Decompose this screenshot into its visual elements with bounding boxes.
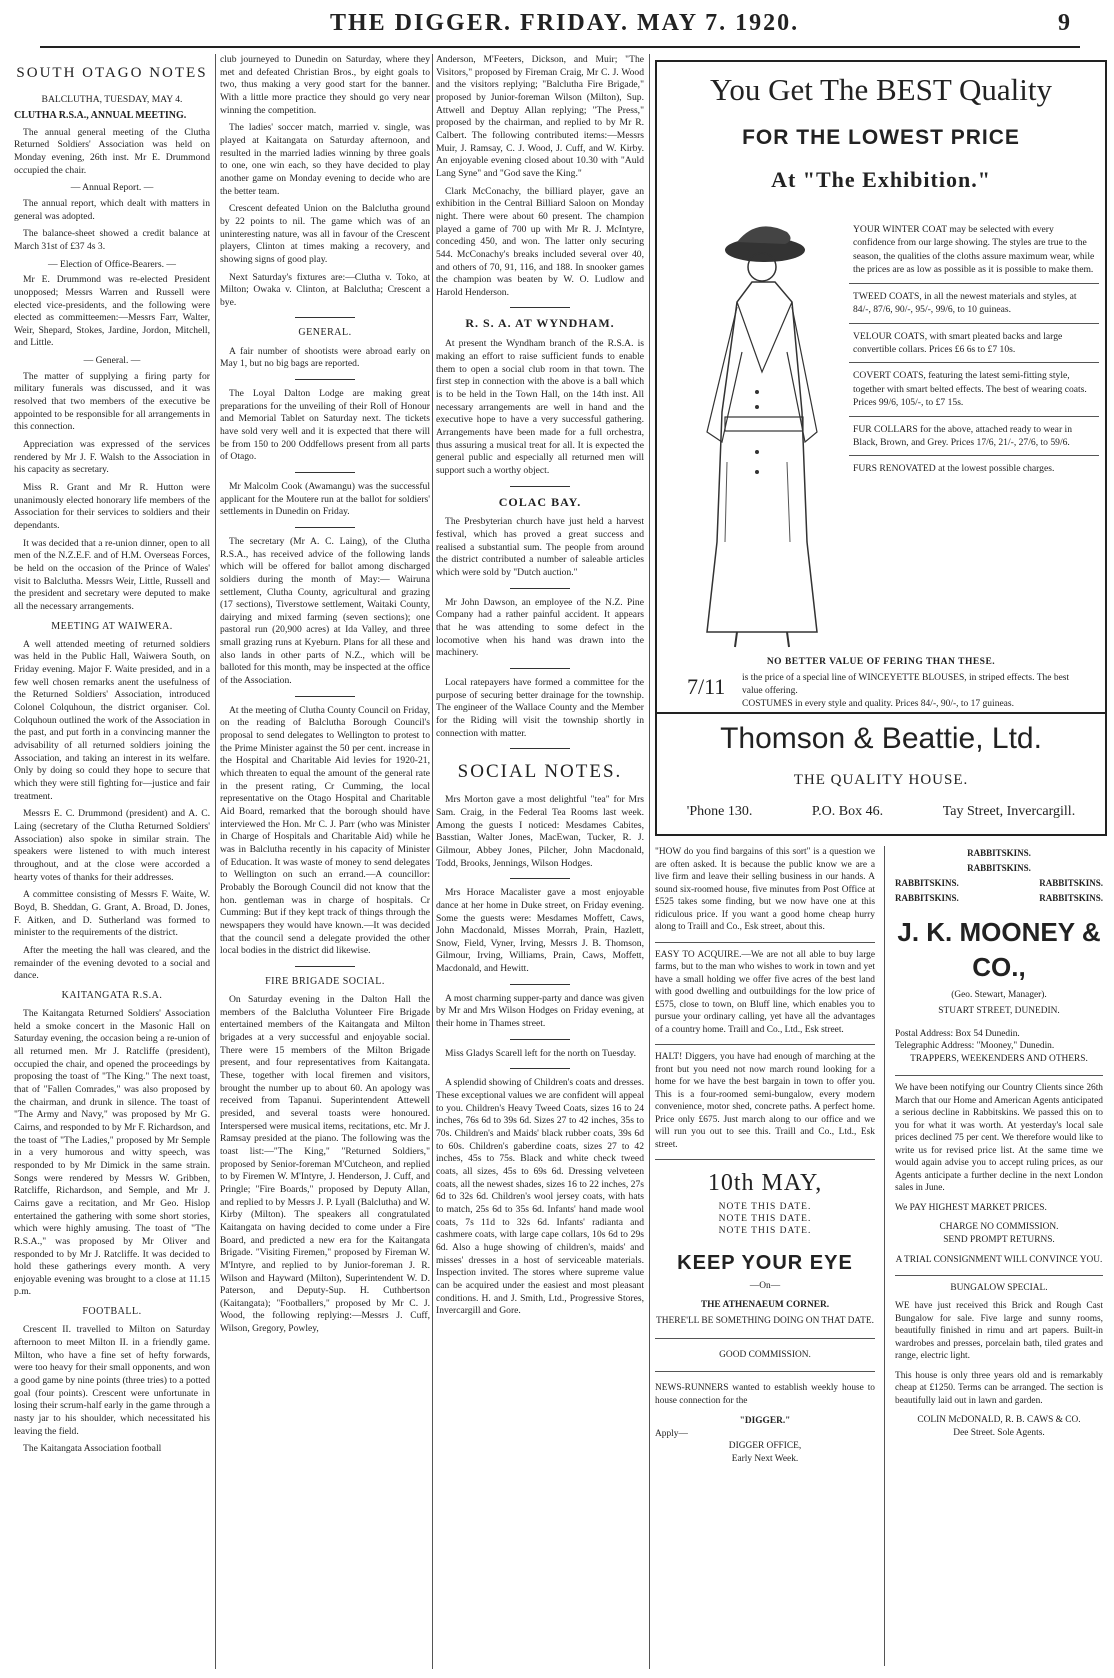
divider	[510, 668, 570, 669]
subheading: MEETING AT WAIWERA.	[51, 620, 173, 632]
ad-paragraph: "HOW do you find bargains of this sort" is a question we are often asked. It is because the public know we are a live firm and leave their selling business in our hands. A sound six-roomed house, five minutes from Post Office at £525 takes some finding, but we now have one at this ridiculous price. If you want a good home cheap hurry along to Traill and Co., Esk street, about this.	[655, 847, 875, 932]
event-text: THERE'LL BE SOMETHING DOING ON THAT DATE.	[656, 1316, 874, 1327]
ad-paragraph: WE have just received this Brick and Rough Cast Bungalow for sale. Five large and sunny rooms, beautifully finished in rimu and art papers. Built-in wardrobes and presses, porcelain bath, tiled grates and range, electric light.	[895, 1301, 1103, 1362]
divider	[655, 1044, 875, 1045]
rabbitskins-label: RABBITSKINS.	[1039, 877, 1103, 888]
divider	[295, 317, 355, 318]
ad-paragraph: EASY TO ACQUIRE.—We are not all able to buy large farms, but to the man who wishes to work in town and yet have a small holding we offer five acres of the best land with good dwelling and outbuildings for the low price of £575, close to town, on Bluff line, which enables you to pursue your ordinary calling, yet have all the advantages of a country home. Traill and Co., Ltd., Esk street.	[655, 949, 875, 1035]
divider	[655, 942, 875, 943]
subheading: FOOTBALL.	[82, 1306, 142, 1318]
paragraph: Appreciation was expressed of the services rendered by Mr J. F. Walsh to the Association in his capacity as secretary.	[14, 439, 210, 476]
contact-line	[657, 804, 1105, 820]
paragraph: Crescent defeated Union on the Balclutha ground by 22 points to nil. The game which was of an uninteresting nature, was all in favour of the Crescent players, Clinton at times making a recovery, and showing signs of good play.	[220, 203, 430, 265]
ad-paragraph: We PAY HIGHEST MARKET PRICES.	[895, 1202, 1047, 1213]
column-divider	[884, 846, 885, 1666]
subheading: GENERAL.	[298, 327, 352, 339]
paragraph: The secretary (Mr A. C. Laing), of the Clutha R.S.A., has received advice of the following lands which will be offered for ballot among discharged soldiers during the month of May:— Wairuna settlement, Clutha County, agricultural and grazing (17 sections), Tiverstowe settlement, Waitaki County, dairying and mixed farming (seven sections); one pastoral run (20,900 acres) at Ida Valley, and three small grazing runs at Kyeburn. Plans for all these and also lands in other parts of N.Z., which will be balloted for this month, may be inspected at the office of the Association.	[220, 535, 430, 687]
apply-label: Apply—	[655, 1428, 688, 1439]
paragraph: The annual general meeting of the Clutha Returned Soldiers' Association was held on Monday evening, 26th inst. Mr E. Drummond occupied the chair.	[14, 126, 210, 176]
keep-your-eye-heading: KEEP YOUR EYE	[677, 1251, 853, 1274]
column-3	[436, 54, 644, 1674]
divider	[510, 307, 570, 308]
divider	[510, 878, 570, 879]
rabbitskins-label: RABBITSKINS.	[895, 877, 959, 888]
subheading: CLUTHA R.S.A., ANNUAL MEETING.	[14, 110, 187, 122]
paragraph: Mr John Dawson, an employee of the N.Z. Pine Company had a rather painful accident. It appears that he was attending to some defect in the locomotive when his hand was drawn into the machinery.	[436, 596, 644, 659]
ad-paragraph: NEWS-RUNNERS wanted to establish weekly house to house connection for the	[655, 1383, 875, 1406]
ad-text	[742, 672, 1092, 710]
paragraph: On Saturday evening in the Dalton Hall the members of the Balclutha Volunteer Fire Brigade entertained members of the Kaitangata and Milton brigades at a very successful and enjoyable social. There were 15 members of the Milton Brigade present, and four representatives from Kaitangata. These, together with local firemen and visitors, brought the number up to about 60. An apology was received from Tapanui. Superintendent Attewell presided, and several toasts were honoured. Interspersed were musical items, recitations, etc. Mr J. Ramsay presided at the piano. The following was the toast list:—"The King," "Returned Soldiers," proposed by Senior-foreman M'Cutcheon, and replied to by Firemen W. M'Intyre, J. Henderson, J. Cuff, and Pringle; "Fire Boards," proposed by Deputy Allan, and replied to by Messrs J. P. Lyall (Balclutha) and W. Kirby (Milton). The speakers all congratulated Kaitangata on having decided to come under a Fire Board, and predicted a new era for the Kaitangata Brigade. "Visiting Firemen," proposed by Fireman W. M'Intyre, and replied to by Junior-foreman J. R. Wilson and Hayward (Milton), Superintendent W. D. Paterson, and Deputy-Sup. H. Cuthbertson (Kaitangata); "Footballers," proposed by Mr C. J. Wood, the following replying:—Messrs J. Cuff, Wilson, Gregory, Powley,	[220, 994, 430, 1335]
rabbitskins-label: RABBITSKINS.	[967, 848, 1031, 858]
woman-in-coat-illustration	[667, 212, 847, 652]
note-line: NOTE THIS DATE.	[718, 1201, 812, 1212]
thomson-beattie-advertisement	[655, 712, 1107, 836]
ad-tagline: At "The Exhibition."	[771, 167, 991, 192]
rabbitskins-label: RABBITSKINS.	[967, 862, 1031, 873]
costume-offer: COSTUMES in every style and quality. Prices 84/-, 90/-, to 17 guineas.	[742, 698, 1014, 709]
rabbitskins-label: RABBITSKINS.	[1039, 892, 1103, 903]
agents-address: Dee Street. Sole Agents.	[953, 1427, 1045, 1438]
divider	[295, 379, 355, 380]
note-line: NOTE THIS DATE.	[718, 1225, 812, 1236]
divider	[295, 696, 355, 697]
ad-paragraph: This house is only three years old and is remarkably cheap at £1250. Terms can be arranged. The section is beautifully laid out in lawn and garden.	[895, 1370, 1103, 1406]
divider	[655, 1338, 875, 1339]
paragraph: It was decided that a re-union dinner, open to all men of the N.Z.E.F. and of H.M. Overseas Forces, be held on the occasion of the Prince of Wales' visit to Balclutha. Messrs Weir, Little, Russell and the president and secretary were deputed to make all the necessary arrangements.	[14, 537, 210, 612]
firm-name: Thomson & Beattie, Ltd.	[720, 722, 1042, 755]
masthead	[40, 6, 1080, 48]
divider	[510, 984, 570, 985]
subheading: — General. —	[83, 355, 141, 367]
paragraph: At the meeting of Clutha County Council on Friday, on the reading of Balclutha Borough Council's proposal to send delegates to Wellington to protest to the Prime Minister against the 50 per cent. increase in the Hospital and Charitable Aid levies for 1920-21, which threaten to equal the amount of the general rate in the present rating, Cr Cumming, the local representative on the Otago Hospital and Charitable Aid Board, remarked that the borough should have interviewed the Hon. Mr C. J. Parr (who was Minister in Charge of Hospitals and Charitable Aid) while he was in Balclutha recently in his capacity of Minister of Education. It was waste of money to send delegates to Wellington on such an errand.—A councillor: Probably the Borough Council did not know that the hon. gentleman was in charge of hospitals. Cr Cumming: But if they kept track of things through the newspapers they would have known.—It was decided that the council send a delegate provided the other local bodies in the district did likewise.	[220, 704, 430, 957]
agents: COLIN McDONALD, R. B. CAWS & CO.	[917, 1415, 1081, 1426]
divider	[655, 1159, 875, 1160]
paragraph: The ladies' soccer match, married v. single, was played at Kaitangata on Saturday afternoon, and resulted in the married ladies winning by three goals to one, one win each, so they have decided to play another game on Monday evening to decide who are the better team.	[220, 122, 430, 197]
paragraph: Local ratepayers have formed a committee for the purpose of securing better drainage for the township. The engineer of the Wallace County and the Member for the Riding will visit the township shortly in connection with matter.	[436, 676, 644, 739]
paragraph: Messrs E. C. Drummond (president) and A. C. Laing (secretary of the Clutha Returned Soldiers' Association) also spoke in similar strain. The speakers were listened to with much interest throughout, and at the close were accorded a hearty votes of thanks for their addresses.	[14, 808, 210, 883]
page-number: 9	[1058, 10, 1070, 36]
po-box: P.O. Box 46.	[811, 804, 884, 819]
ad-item: VELOUR COATS, with smart pleated backs and large convertible collars. Prices £6 6s to £7 10s.	[849, 324, 1099, 364]
ad-item: FURS RENOVATED at the lowest possible charges.	[853, 463, 1055, 475]
divider	[510, 748, 570, 749]
section-heading: R. S. A. AT WYNDHAM.	[465, 316, 615, 331]
ad-subheadline: FOR THE LOWEST PRICE	[742, 126, 1020, 149]
paragraph: After the meeting the hall was cleared, and the remainder of the evening devoted to a social and dance.	[14, 944, 210, 982]
office-note: Early Next Week.	[731, 1453, 799, 1464]
street: STUART STREET, DUNEDIN.	[938, 1006, 1060, 1017]
ad-line: A TRIAL CONSIGNMENT WILL CONVINCE YOU.	[895, 1255, 1103, 1266]
bungalow-heading: BUNGALOW SPECIAL.	[950, 1282, 1048, 1293]
office-name: DIGGER OFFICE,	[728, 1441, 802, 1452]
section-heading: SOUTH OTAGO NOTES	[16, 65, 208, 81]
exhibition-advertisement	[655, 60, 1107, 714]
ad-line: SEND PROMPT RETURNS.	[943, 1234, 1055, 1245]
paragraph: A committee consisting of Messrs F. Waite, W. Boyd, B. Sheddan, G. Grant, A. Broad, D. Jones, F. Aitken, and D. Sutherland was formed to minister to the requirements of the district.	[14, 889, 210, 939]
divider	[510, 486, 570, 487]
paragraph: club journeyed to Dunedin on Saturday, where they met and defeated Christian Bros., by eight goals to two, thus making a very good start for the banner. With a little more practice they should go very near winning the competition.	[220, 54, 430, 116]
paragraph: The Kaitangata Association football	[23, 1443, 162, 1455]
firm-tagline: THE QUALITY HOUSE.	[793, 772, 969, 788]
divider	[895, 1275, 1103, 1276]
divider	[295, 527, 355, 528]
divider	[895, 1075, 1103, 1076]
divider	[510, 1068, 570, 1069]
paragraph: The Loyal Dalton Lodge are making great preparations for the unveiling of their Roll of Honour and Memorial Tablet on Saturday next. The tickets have sold very well and it is expected that there will be from 150 to 200 Oddfellows present from all parts of Otago.	[220, 387, 430, 463]
column-2	[220, 54, 430, 1674]
divider	[510, 588, 570, 589]
column-divider	[649, 54, 650, 1669]
paragraph: Miss R. Grant and Mr R. Hutton were unanimously elected honorary life members of the Association for their services to soldiers and their dependants.	[14, 482, 210, 532]
paragraph: Next Saturday's fixtures are:—Clutha v. Toko, at Milton; Owaka v. Clinton, at Balclutha; Crescent a bye.	[220, 271, 430, 308]
paragraph: The matter of supplying a firing party for military funerals was discussed, and it was resolved that two members of the executive be appointed to be responsible for all arrangements in this connection.	[14, 370, 210, 433]
ad-item: FUR COLLARS for the above, attached ready to wear in Black, Brown, and Grey. Prices 17/6, 21/-, 27/6, to 59/6.	[849, 417, 1099, 457]
paragraph: Mr E. Drummond was re-elected President unopposed; Messrs Warren and Russell were elected vice-presidents, and the following were elected as committeemen:—Messrs Farr, Walter, Weir, Shepard, Stokes, Jardine, Jordon, Mitchell, and Little.	[14, 274, 210, 349]
paragraph: Clark McConachy, the billiard player, gave an exhibition in the Central Billiard Saloon on Monday night. There were about 60 present. The champion played a game of 700 up with Mr R. J. McIntyre, conceding 450, and won. The latter only securing 544. McConachy's breaks included several over 40, and others of 70, 91, 116, and 188. In snooker games the champion was beaten by W. O. Ludlow and Harold Henderson.	[436, 185, 644, 298]
paragraph: Mrs Morton gave a most delightful "tea" for Mrs Sam. Craig, in the Federal Tea Rooms last week. Among the guests I noticed: Mesdames Cabites, Basstian, Walter Jones, MacEwan, Tucker, R. J. Gilmour, Abbey Jones, Pilcher, John Macdonald, Todd, Brooks, Jennings, Wilson Hodges.	[436, 794, 644, 869]
note-line: NOTE THIS DATE.	[718, 1213, 812, 1224]
rabbitskins-label: RABBITSKINS.	[895, 892, 959, 903]
ad-item: TWEED COATS, in all the newest materials and styles, at 84/-, 87/6, 90/-, 95/-, 99/6, to 10 guineas.	[849, 284, 1099, 324]
ad-paragraph: We have been notifying our Country Clients since 26th March that our Home and American Agents anticipated a serious decline in Rabbitskins. We passed this on to you for what it was worth. At yesterday's local sale prices declined 75 per cent. We therefore would like to write us for revised price list. At the same time we would again advise you to accept ruling prices, as our Agents anticipate a further decline in the next London sales in June.	[895, 1083, 1103, 1194]
paragraph: The Kaitangata Returned Soldiers' Association held a smoke concert in the Masonic Hall on Saturday evening, the occasion being a re-union of all returned men. Mr J. Ratcliffe (president), occupied the chair, and opened the proceedings by proposing the toast of "The King." The next toast, that of "Fallen Comrades," was also proposed by the chairman, and drunk in silence. The toast of "The Army and Navy," was proposed by Mr G. Cairns, and responded to by Mr F. Richardson, and the toast of "The Ladies," proposed by Mr Semple in a very humorous and witty speech, was responded to by Mr Dimick in the same strain. Songs were rendered by Messrs W. Gribben, Ratcliffe, Richardson, and Semple, and Mr J. Cairns gave a recitation, and Mr Geo. Hislop entertained the gathering with some short stories, which were highly amusing. The toast of "The R.S.A.," was proposed by Mr Oliver and responded to by Mr J. Ratcliffe. It was decided to hold these gatherings every month. A very enjoyable evening was brought to a close at 11.15 p.m.	[14, 1008, 210, 1298]
paragraph: Miss Gladys Scarell left for the north on Tuesday.	[445, 1047, 636, 1059]
telegraphic-address: Telegraphic Address: "Mooney," Dunedin.	[895, 1041, 1055, 1052]
ad-line: CHARGE NO COMMISSION.	[939, 1222, 1059, 1233]
column-divider	[432, 54, 433, 1669]
subheading: — Annual Report. —	[70, 182, 154, 194]
ad-item: COVERT COATS, featuring the latest semi-fitting style, together with smart belted effects. The best of wearing coats. Prices 99/6, 105/-, to £7 15s.	[849, 363, 1099, 416]
manager: (Geo. Stewart, Manager).	[951, 989, 1047, 1000]
section-heading: COLAC BAY.	[498, 494, 582, 509]
rabbitskins-banner	[895, 846, 1103, 905]
section-heading: SOCIAL NOTES.	[457, 761, 623, 783]
divider	[510, 1039, 570, 1040]
event-date: 10th MAY,	[707, 1170, 823, 1196]
venue: THE ATHENAEUM CORNER.	[700, 1299, 830, 1310]
ad-item: YOUR WINTER COAT may be selected with every confidence from our large showing. The styles are true to the season, the qualities of the cloths assure maximum wear, while the prices are as low as possible as it is possible to make them.	[849, 217, 1099, 284]
postal-address: Postal Address: Box 54 Dunedin.	[895, 1028, 1020, 1039]
ad-headline: You Get The BEST Quality	[710, 72, 1052, 107]
divider	[655, 1371, 875, 1372]
paragraph: At present the Wyndham branch of the R.S.A. is making an effort to raise sufficient funds to enable them to open a social club room in that town. The first step in connection with the above is a ball which is to be held in the Town Hall, on the 14th inst. All necessary arrangements are well in hand and the executive hope to have a very successful gathering. Arrangements have been made for a full orchestra, thus assuring a musical treat for all. It is expected the general public and especially all returned men will support such a worthy object.	[436, 338, 644, 476]
subheading: FIRE BRIGADE SOCIAL.	[265, 975, 385, 987]
paragraph: Anderson, M'Feeters, Dickson, and Muir; "The Visitors," proposed by Fireman Craig, Mr C. J. Wood and the visitors replying; "Balclutha Fire Brigade," proposed by Junior-foreman Wilson (Milton), Sup. Attwell and Deptuy Allan replying; "The Press," proposed by the chairman, and replied to by Mr R. Calbert. The following contributed items:—Messrs Muir, J. Ramsay, C. J. Wood, J. Cuff, and W. Kirby. An enjoyable evening closed about 10.30 with "Auld Lang Syne" and "God save the King."	[436, 54, 644, 179]
column-divider	[215, 54, 216, 1669]
audience: TRAPPERS, WEEKENDERS AND OTHERS.	[910, 1053, 1088, 1064]
price-label: 7/11	[687, 674, 726, 699]
paragraph: Crescent II. travelled to Milton on Saturday afternoon to meet Milton II. in a friendly game. Milton, who have a fine set of hefty forwards, were too heavy for their small opponents, and won a good game by nine points (three tries) to a potted goal (four points). Crescent were unfortunate in losing their scrum-half early in the game through a nasty jar to his shoulder, which necessitated his leaving the field.	[14, 1324, 210, 1437]
commission-heading: GOOD COMMISSION.	[719, 1349, 811, 1360]
subheading: — Election of Office-Bearers. —	[48, 258, 176, 270]
ad-paragraph: HALT! Diggers, you have had enough of marching at the front but you need not now march round looking for a home for we have the best bargain in town to offer you. This is a four-roomed semi-bungalow, every modern convenience, motor shed, concrete paths. A perfect home. Price only £675. Just march along to our office and we will run you out to see this. Traill and Co., Ltd., Esk street.	[655, 1052, 875, 1150]
paragraph: A most charming supper-party and dance was given by Mr and Mrs Wilson Hodges on Friday evening, at their home in Thames street.	[436, 992, 644, 1030]
on-label: —On—	[749, 1281, 781, 1292]
ad-banner: NO BETTER VALUE OF FERING THAN THESE.	[766, 657, 996, 667]
paragraph: The annual report, which dealt with matters in general was adopted.	[14, 197, 210, 222]
paragraph: A fair number of shootists were abroad early on May 1, but no big bags are reported.	[220, 345, 430, 370]
newspaper-title: THE DIGGER. FRIDAY. MAY 7. 1920.	[330, 10, 800, 36]
blouse-offer: is the price of a special line of WINCEYETTE BLOUSES, in striped effects. The best value offering.	[742, 673, 1070, 696]
firm-name: J. K. MOONEY & CO.,	[897, 917, 1101, 982]
divider	[295, 966, 355, 967]
paragraph: The balance-sheet showed a credit balance at March 31st of £37 4s 3.	[14, 228, 210, 252]
paragraph: Mr Malcolm Cook (Awamangu) was the successful applicant for the Moutere run at the ballot for soldiers' settlements in Dunedin on Friday.	[220, 480, 430, 518]
paragraph: A splendid showing of Children's coats and dresses. These exceptional values we are confident will appeal to you. Children's Heavy Tweed Coats, sizes 16 to 24 inches, 76s 6d to 39s 6d. Sizes 27 to 42 inches, 35s to 70s. Children's and Maids' black rubber coats, 39s 6d to 60s. Children's gaberdine coats, sizes 27 to 42 inches, 45s to 75s. Black and white check tweed coats, all sizes, 45s to 69s 6d. Dressing velveteen coats, all the newest shades, sizes 16 to 22 inches, 27s 6d to 32s 6d. Children's wool jersey coats, with hats to match, 25s 6d to 35s 6d. Infants' hand made wool coats, 7s 11d to 32s 6d. Infants' radianta and cashmere coats, with large cape collars, 10s 6d to 29s 6d. Also a huge showing of children's, maids' and misses' dresses in a host of serviceable materials. Inspection invited. The stores where supreme value can be acquired under the easiest and most pleasant conditions. H. and J. Smith, Ltd., Progressive Stores, Invercargill and Gore.	[436, 1077, 644, 1317]
paper-name: "DIGGER."	[739, 1416, 791, 1427]
dateline: BALCLUTHA, TUESDAY, MAY 4.	[41, 93, 183, 105]
ad-item-list	[849, 217, 1099, 482]
phone: 'Phone 130.	[686, 804, 753, 819]
paragraph: A well attended meeting of returned soldiers was held in the Public Hall, Waiwera South, on Friday evening. Major F. Waite presided, and in a few well chosen remarks anent the usefulness of the Returned Soldiers' Association, introduced Colonel Colquhoun, the district organiser. Col. Colquhoun outlined the work of the Association in the past, and put forth in a convincing manner the advisability of all returned soldiers joining the Association, and taking an interest in its welfare. Only by doing so could they hope to secure that which they were still fighting for—justice and fair treatment.	[14, 638, 210, 802]
paragraph: The Presbyterian church have just held a harvest festival, which has proved a great success and realised a substantial sum. The people from around the district contributed a number of saleable articles which were sold by "Dutch auction."	[436, 516, 644, 578]
classified-ads-left	[655, 846, 875, 1465]
column-south-otago	[14, 54, 210, 1674]
classified-ads-right	[895, 846, 1103, 1439]
divider	[295, 472, 355, 473]
subheading: KAITANGATA R.S.A.	[61, 989, 163, 1001]
address: Tay Street, Invercargill.	[942, 804, 1076, 819]
paragraph: Mrs Horace Macalister gave a most enjoyable dance at her home in Duke street, on Friday evening. Some the guests were: Mesdames Moffett, Caws, John Macdonald, Misses Morrah, Prain, Hazlett, Snow, Field, Vyner, Irving, Messrs J. B. Thomson, Gilmour, Irving, Williams, Prain, Caws, Moffett, Macdonald, and Hewitt.	[436, 887, 644, 975]
